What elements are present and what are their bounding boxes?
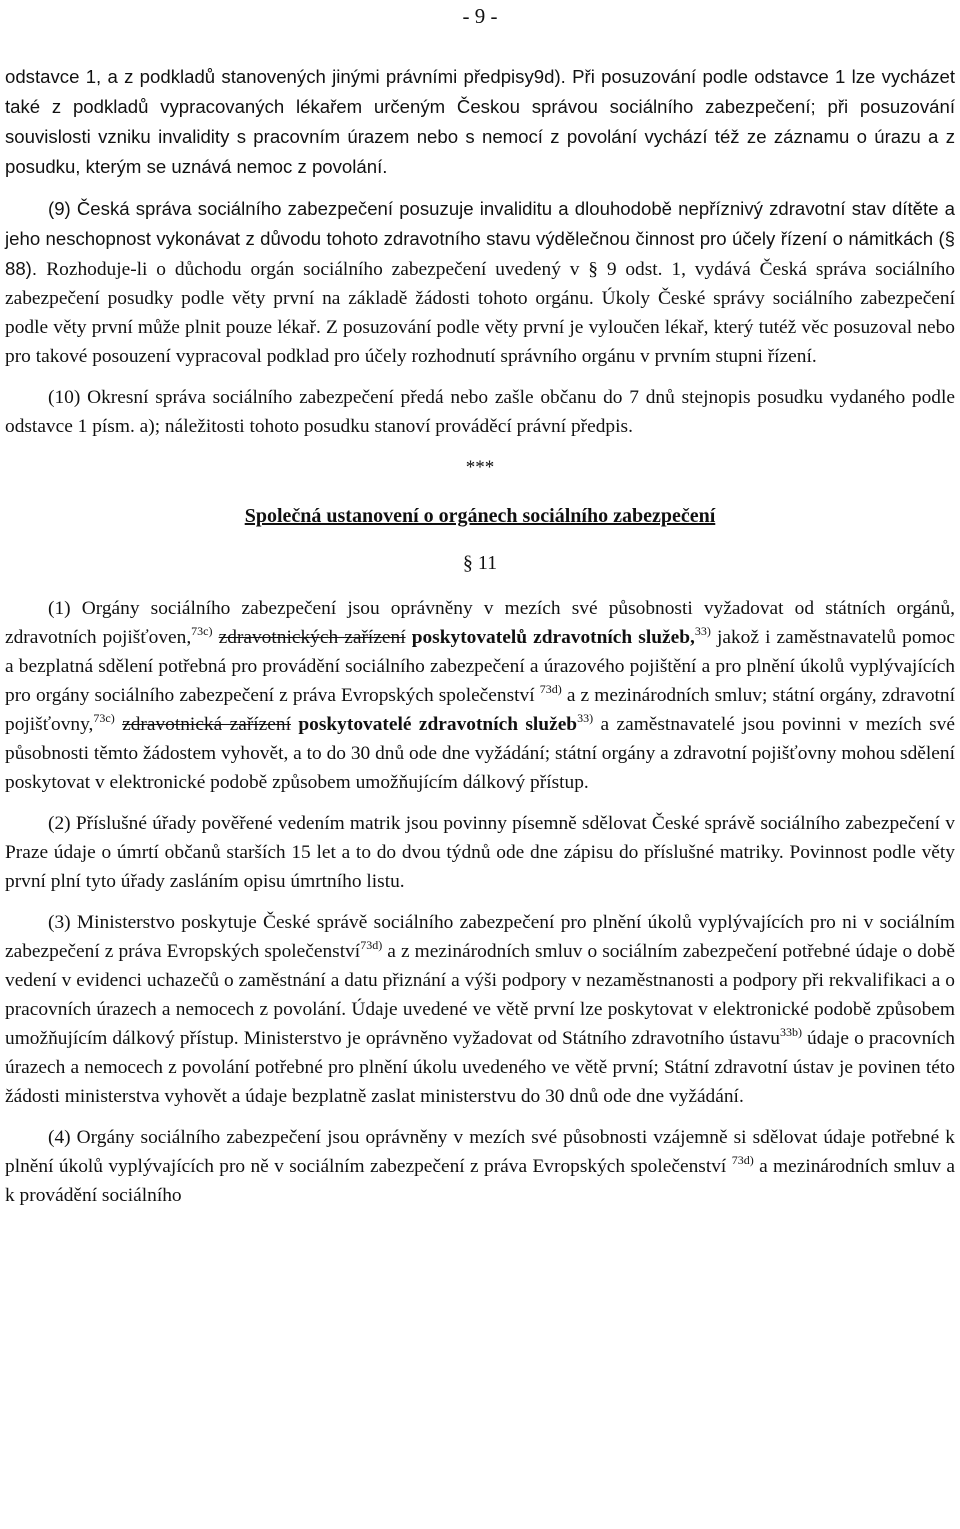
footnote-ref: 73d) [539,682,562,696]
text-segment: odstavce 1, a z podkladů stanovených jinými právními předpisy9d). [5,66,573,87]
text-segment: Úkoly České správy sociálního zabezpečení podle věty první může plnit pouze lékař. [5,288,955,338]
section-11-paragraph-4 [5,1123,955,1210]
section-heading: Společná ustanovení o orgánech sociálního zabezpečení [244,505,716,527]
bold-text: poskytovatelů zdravotních služeb, [411,627,695,648]
section-divider: *** [465,457,495,478]
text-segment: Z posuzování podle věty první je vyloučen lékař, který tutéž věc posuzoval nebo pro takové posouzení vypracoval podklad pro účely rozhodnutí správního orgánu v prvním stupni řízení. [5,317,955,367]
section-11-paragraph-1 [5,594,955,797]
footnote-ref: 73c) [93,711,115,725]
footnote-ref: 33) [577,711,594,725]
text-segment: 1, vydává Česká správa sociálního zabezpečení posudky podle věty první na základě žádosti tohoto orgánu. [5,259,955,309]
text-segment: (4) Orgány sociálního zabezpečení jsou oprávněny v mezích své působnosti vzájemně si sdělovat údaje potřebné k plnění úkolů vyplývajících pro ně v sociálním zabezpečení z práva Evropských společenství [5,1127,955,1177]
section-11-paragraph-3 [5,908,955,1111]
text-segment: (1) Orgány sociálního zabezpečení jsou oprávněny v mezích své působnosti vyžadovat od státních orgánů, zdravotních pojišťoven, [5,598,955,648]
text-segment: a z mezinárodních smluv; státní orgány, zdravotní pojišťovny, [5,685,955,735]
text-segment: (3) Ministerstvo poskytuje České správě sociálního zabezpečení pro plnění úkolů vyplývajících pro ni v sociálním zabezpečení z práva Evropských společenství [5,912,955,962]
paragraph-continuation [5,62,955,182]
footnote-ref: 73d) [360,938,383,952]
struck-text: zdravotnická zařízení [122,714,291,735]
text-segment: údaje o pracovních úrazech a nemocech z povolání potřebné pro plnění úkolu uvedeného ve větě první; Státní zdravotní ústav je povinen této žádosti ministerstva vyhovět a údaje bezplatně zaslat ministerstvu do 30 dnů ode dne vyžádání. [5,1028,955,1107]
footnote-ref: 33) [694,624,711,638]
struck-text: zdravotnických zařízení [218,627,406,648]
text-segment: a zaměstnavatelé jsou povinni v mezích své působnosti těmto žádostem vyhovět, a to do 30 dnů ode dne vyžádání; státní orgány a zdravotní pojišťovny mohou sdělení poskytovat v elektronické podobě způsobem umožňujícím dálkový přístup. [5,714,955,793]
text-segment: Rozhoduje-li o důchodu orgán sociálního zabezpečení uvedený v § 9 odst. [46,259,672,280]
footnote-ref: 33b) [779,1025,802,1039]
paragraph-10: (10) Okresní správa sociálního zabezpečení předá nebo zašle občanu do 7 dnů stejnopis posudku vydaného podle odstavce 1 písm. a); náležitosti tohoto posudku stanoví prováděcí právní předpis. [5,387,955,437]
footnote-ref: 73c) [191,624,213,638]
text-segment: Při posuzování podle odstavce 1 lze vycházet také z podkladů vypracovaných lékařem určeným Českou správou sociálního zabezpečení; při posuzování souvislosti vzniku invalidity s pracovním úrazem nebo s nemocí z povolání vychází též ze záznamu o úrazu a z posudku, kterým se uznává nemoc z povolání. [5,66,955,177]
document-body [5,62,955,1222]
paragraph-sign: § 11 [462,552,498,574]
paragraph-9 [5,194,955,371]
bold-text: poskytovatelé zdravotních služeb [298,714,578,735]
page-number: - 9 - [462,4,498,28]
text-segment: (9) Česká správa sociálního zabezpečení posuzuje invaliditu a dlouhodobě nepříznivý zdravotní stav dítěte a jeho neschopnost vykonávat z důvodu tohoto zdravotního stavu výdělečnou činnost pro účely řízení o námitkách (§ 88). [5,198,955,279]
text-segment: a mezinárodních smluv a k provádění sociálního [5,1156,955,1206]
footnote-ref: 73d) [731,1153,754,1167]
text-segment: a z mezinárodních smluv o sociálním zabezpečení potřebné údaje o době vedení v evidenci uchazečů o zaměstnání a datu přiznání a výši podpory v nezaměstnanosti a podpory při rekvalifikaci a o pracovních úrazech a nemocech z povolání. Údaje uvedené ve větě první lze poskytovat v elektronické podobě způsobem umožňujícím dálkový přístup. Ministerstvo je oprávněno vyžadovat od Státního zdravotního ústavu [5,941,955,1049]
section-11-paragraph-2: (2) Příslušné úřady pověřené vedením matrik jsou povinny písemně sdělovat České správě sociálního zabezpečení v Praze údaje o úmrtí občanů starších 15 let a to do dvou týdnů ode dne zápisu do příslušné matriky. Povinnost podle věty první plní tyto úřady zasláním opisu úmrtního listu. [5,813,955,892]
text-segment: jakož i zaměstnavatelů pomoc a bezplatná sdělení potřebná pro provádění sociálního zabezpečení a úrazového pojištění a pro plnění úkolů vyplývajících pro orgány sociálního zabezpečení z práva Evropských společenství [5,627,955,706]
